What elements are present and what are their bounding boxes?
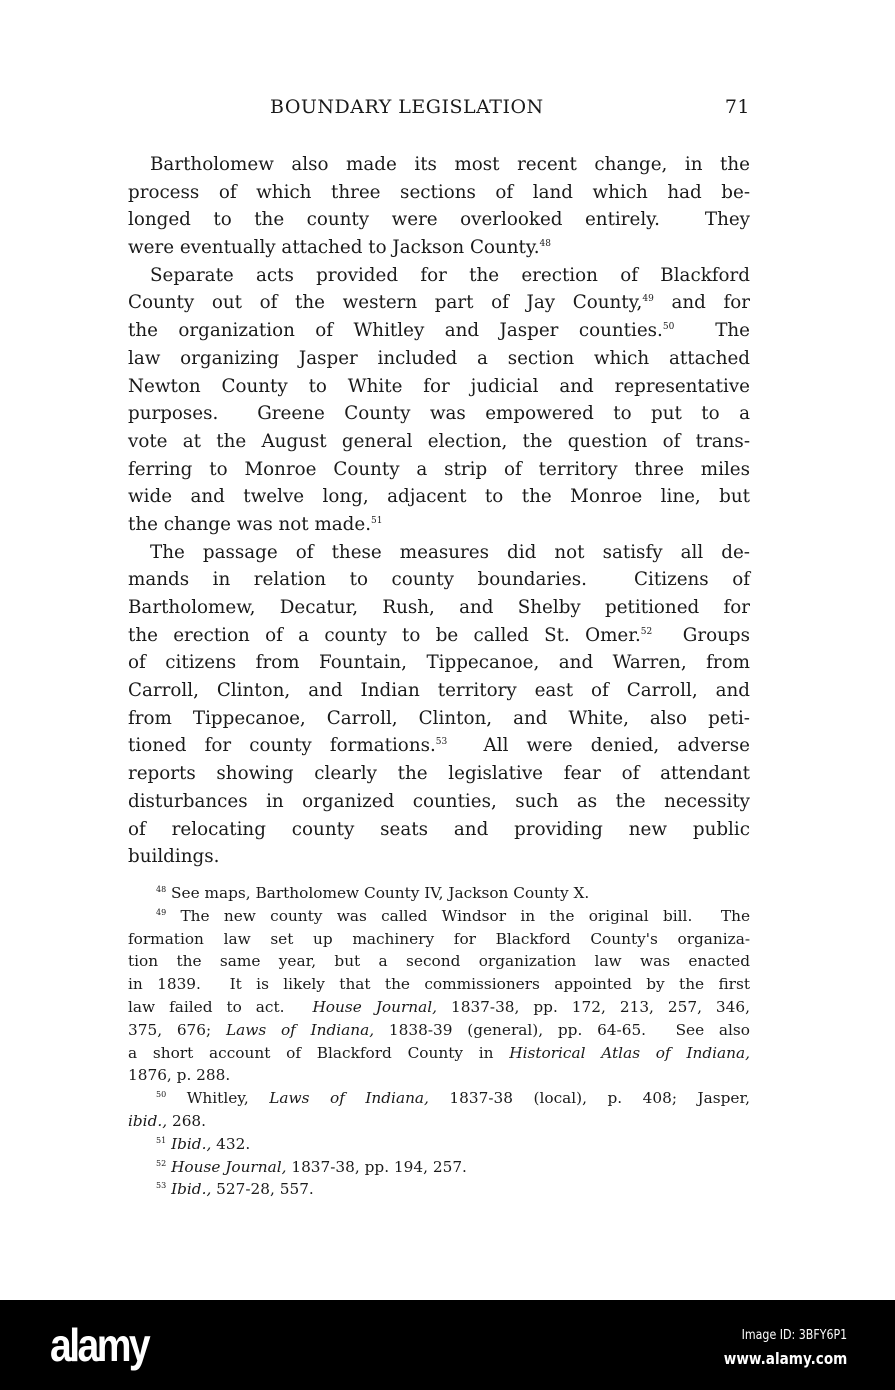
footnote-ref: 49 [156,907,167,917]
text-line [128,732,750,760]
text-segment: County out of the western part of Jay County, [128,292,643,314]
text-segment: were eventually attached to Jackson County. [128,237,540,259]
text-segment: Newton County to White for judicial and representative [128,375,750,397]
footnote-ref: 53 [156,1181,167,1191]
text-segment: from Tippecanoe, Carroll, Clinton, and White, also peti- [128,707,750,729]
running-title: BOUNDARY LEGISLATION [270,96,544,118]
text-line [128,456,750,484]
text-segment: 375, 676; [128,1020,226,1039]
text-line [128,760,750,788]
text-segment: 1876, p. 288. [128,1066,231,1085]
footnotes [128,882,750,1201]
italic-text: Ibid., [171,1134,212,1153]
text-segment: The passage of these measures did not satisfy all de- [150,541,750,563]
text-segment: ferring to Monroe County a strip of territory three miles [128,458,750,480]
footnote-ref: 50 [156,1090,167,1100]
text-segment: process of which three sections of land which had be- [128,181,750,203]
italic-text: House Journal, [312,997,437,1016]
footnote [128,1178,750,1201]
footnote [128,882,750,905]
text-line [128,622,750,650]
text-line [128,511,750,539]
text-line [128,950,750,973]
text-segment: Bartholomew, Decatur, Rush, and Shelby petitioned for [128,597,750,618]
text-line [128,151,750,179]
text-segment: 1837-38 (local), p. 408; Jasper, [428,1089,750,1108]
text-segment: disturbances in organized counties, such as the necessity [128,790,750,812]
footnote-ref: 48 [156,885,167,894]
text-line [128,400,750,428]
text-segment: 527-28, 557. [211,1180,314,1199]
footnote [128,1133,750,1156]
running-header [128,96,750,124]
text-segment: 1837-38, pp. 194, 257. [286,1157,467,1176]
paragraph [128,539,750,871]
text-line [128,1042,750,1065]
text-line [128,1087,750,1110]
body-text [128,151,750,871]
page-number: 71 [724,96,750,118]
italic-text: Laws of Indiana, [269,1089,429,1108]
footnote-ref: 49 [642,294,654,305]
text-segment: tioned for county formations. [128,735,436,757]
text-line [128,1064,750,1087]
text-line [128,289,750,317]
image-id: Image ID: 3BFY6P1 [741,1328,847,1343]
footnote [128,1156,750,1179]
text-line [128,345,750,373]
text-segment: the change was not made. [128,513,372,535]
text-line [128,262,750,290]
text-segment: the erection of a county to be called St. Omer. [128,624,641,646]
text-line [128,483,750,511]
text-segment: wide and twelve long, adjacent to the Monroe line, but [128,486,750,508]
text-line [128,816,750,844]
text-segment: in 1839. It is likely that the commissioners appointed by the first [128,975,750,994]
text-segment: The [674,320,750,342]
text-segment: of citizens from Fountain, Tippecanoe, and Warren, from [128,652,750,674]
text-line [128,1156,750,1179]
text-segment: law organizing Jasper included a section which attached [128,347,750,369]
text-segment: a short account of Blackford County in [128,1043,510,1062]
text-segment: vote at the August general election, the question of trans- [128,430,750,452]
footnote-ref: 53 [435,737,448,748]
text-line [128,973,750,996]
footnote-ref: 51 [156,1135,167,1145]
text-segment: See maps, Bartholomew County IV, Jackson County X. [166,884,590,902]
text-line [128,179,750,207]
text-segment: Separate acts provided for the erection of Blackford [150,264,750,286]
footnote-ref: 52 [640,626,653,637]
paragraph [128,151,750,262]
text-line [128,1110,750,1133]
footnote [128,1087,750,1133]
text-segment: mands in relation to county boundaries. Citizens of [128,569,750,591]
footnote-ref: 48 [539,239,551,250]
text-line [128,317,750,345]
text-segment: buildings. [128,846,220,868]
text-segment: reports showing clearly the legislative fear of attendant [128,763,750,785]
text-segment: 1838-39 (general), pp. 64-65. See also [374,1020,750,1039]
italic-text: House Journal, [171,1157,287,1176]
footnote-ref: 51 [371,515,383,526]
paragraph [128,262,750,539]
text-line [128,1133,750,1156]
text-segment: Whitley, [166,1089,270,1108]
text-line [128,539,750,567]
text-segment: Groups [652,624,750,646]
text-segment: The new county was called Windsor in the original bill. The [166,906,750,925]
text-segment: tion the same year, but a second organization law was enacted [128,952,750,971]
italic-text: Ibid., [171,1180,212,1199]
text-line [128,996,750,1019]
text-line [128,843,750,871]
text-line [128,234,750,262]
text-line [128,566,750,594]
text-segment: Carroll, Clinton, and Indian territory east of Carroll, and [128,680,750,702]
text-segment: 268. [167,1111,207,1130]
text-segment: 432. [211,1134,251,1153]
text-segment: purposes. Greene County was empowered to put to a [128,403,750,425]
italic-text: Laws of Indiana, [225,1020,375,1039]
text-line [128,705,750,733]
text-segment: of relocating county seats and providing new public [128,818,750,840]
watermark-url: www.alamy.com [723,1349,847,1368]
text-line [128,788,750,816]
text-segment: longed to the county were overlooked entirely. They [128,209,750,231]
text-line [128,882,750,905]
text-segment: All were denied, adverse [447,735,750,757]
text-line [128,1178,750,1201]
text-line [128,928,750,951]
text-segment: the organization of Whitley and Jasper counties. [128,320,663,342]
text-segment: law failed to act. [128,997,313,1016]
text-segment: and for [653,292,750,314]
text-segment: 1837-38, pp. 172, 213, 257, 346, [437,997,750,1016]
text-line [128,206,750,234]
text-line [128,594,750,622]
text-line [128,677,750,705]
text-line [128,905,750,928]
text-line [128,428,750,456]
text-line [128,649,750,677]
text-line [128,1019,750,1042]
text-line [128,373,750,401]
alamy-logo: alamy [50,1319,149,1371]
footnote-ref: 52 [156,1158,167,1168]
text-segment: formation law set up machinery for Blackford County's organiza- [128,929,750,948]
italic-text: Historical Atlas of Indiana, [509,1043,750,1062]
footnote-ref: 50 [662,322,675,333]
footnote [128,905,750,1087]
text-segment: Bartholomew also made its most recent change, in the [150,154,750,175]
italic-text: ibid., [128,1111,168,1130]
watermark-bar [0,1300,895,1390]
